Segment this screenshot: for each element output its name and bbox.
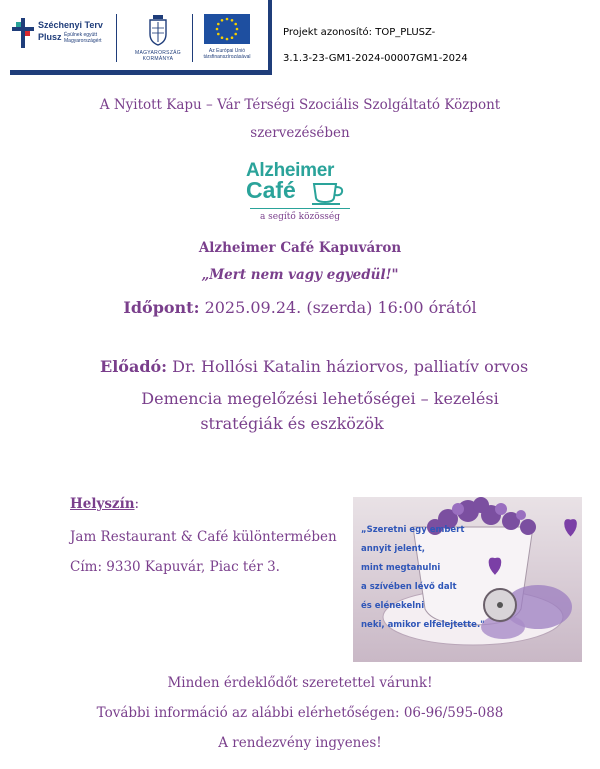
project-id [283,20,583,72]
project-id-line1: Projekt azonosító: TOP_PLUSZ- [283,27,436,38]
location-label-colon: : [134,496,140,512]
logo-divider [192,14,193,62]
address: Cím: 9330 Kapuvár, Piac tér 3. [70,559,280,575]
topic-line2: stratégiák és eszközök [200,414,384,433]
cross-icon [12,18,34,48]
coat-of-arms-icon [147,14,169,46]
quote-line: mint megtanulni [361,563,441,573]
alzheimer-cafe-logo [246,160,354,230]
quote-line: és elénekelni [361,601,425,611]
event-title: Alzheimer Café Kapuváron [198,240,402,256]
eu-logo [196,14,258,66]
closing-contact: További információ az alábbi elérhetőségen: 06-96/595-088 [96,705,504,721]
funding-logos [0,0,272,82]
szechenyi-line1: Széchenyi Terv [38,20,103,30]
organizer-text: A Nyitott Kapu – Vár Térségi Szociális Szolgáltató Központ [99,97,501,113]
event-motto: „Mert nem vagy egyedül!" [201,267,399,283]
venue: Jam Restaurant & Café különtermében [70,529,337,545]
header-bar [268,0,272,75]
szechenyi-line2: Plusz [38,32,62,42]
eu-text: Az Európai Unió társfinanszírozásával [203,48,251,60]
logo-word-cafe: Café [246,177,296,203]
event-speaker [100,357,528,376]
time-label: Időpont: [123,298,200,317]
coffee-cup-icon [312,180,348,206]
kormany-text: MAGYARORSZÁG KORMÁNYA [134,50,181,62]
hungarian-government-logo [126,14,190,66]
eu-flag-icon [204,14,250,44]
organizer-suffix: szervezésében [250,125,350,141]
quote-line: neki, amikor elfelejtette." [361,620,485,630]
closing-invitation: Minden érdeklődőt szeretettel várunk! [167,675,433,691]
szechenyi-terv-logo [10,16,110,66]
location-label [70,496,139,512]
quote-line: „Szeretni egy embert [361,525,465,535]
quote-line: a szívében lévő dalt [361,582,457,592]
quote-line: annyit jelent, [361,544,426,554]
logo-word-alzheimer: Alzheimer [246,160,335,181]
topic-line1: Demencia megelőzési lehetőségei – kezelési [141,389,499,408]
logo-subtitle: a segítő közösség [259,212,341,222]
project-id-line2: 3.1.3-23-GM1-2024-00007GM1-2024 [283,53,468,64]
location-label-text: Helyszín [70,496,135,512]
photo-quote [361,521,485,635]
closing-free: A rendezvény ingyenes! [218,735,382,751]
logo-divider [116,14,117,62]
logo-underline [250,208,350,209]
header-bar [10,70,272,75]
time-value: 2025.09.24. (szerda) 16:00 órától [199,298,477,317]
event-time [0,298,600,317]
szechenyi-tagline: Épülnek együtt Magyarországért [64,32,102,44]
quote-photo [353,497,582,662]
speaker-label: Előadó: [100,357,168,376]
speaker-value: Dr. Hollósi Katalin háziorvos, palliatív orvos [167,357,529,376]
